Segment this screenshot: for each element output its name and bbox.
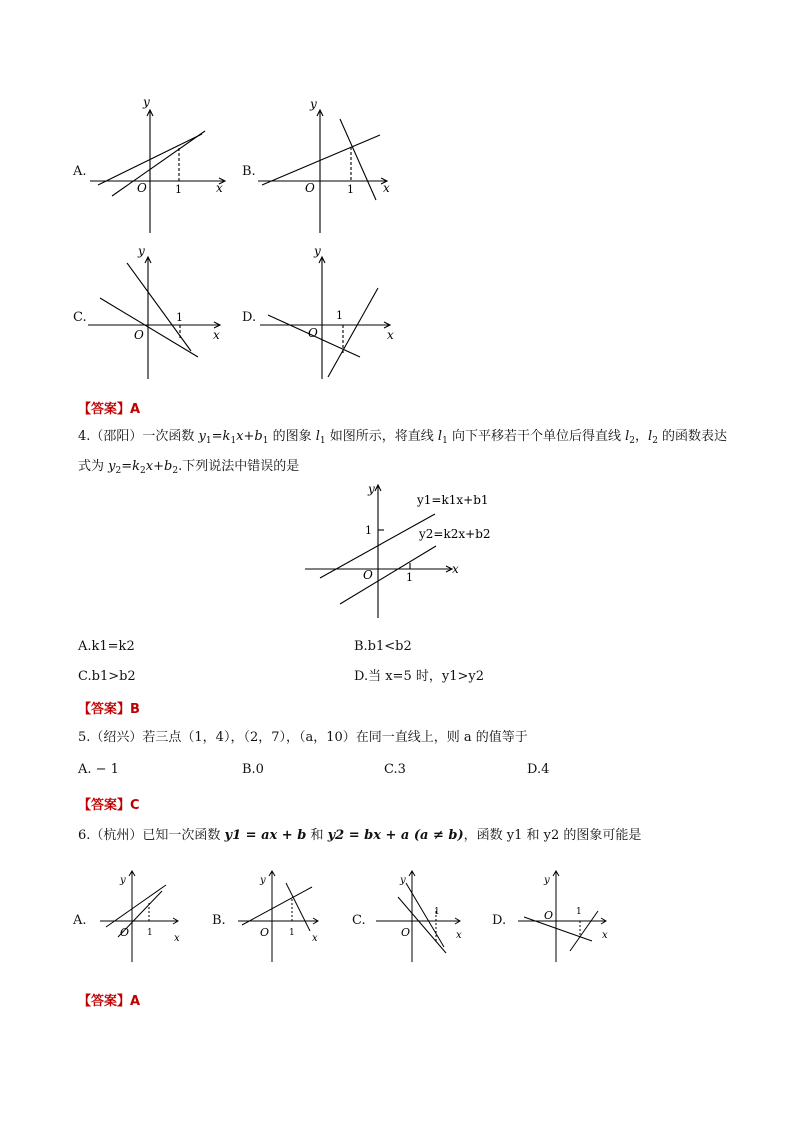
q4-stem-line2: 式为 $y_2=k_2x+b_2$.下列说法中错误的是 (78, 459, 300, 476)
q6-b-y-label: y (260, 875, 266, 886)
q4-tick-x: 1 (406, 571, 413, 584)
q3-option-d-letter: D. (242, 310, 257, 325)
q4-option-d: D.当 x=5 时，y1>y2 (354, 669, 484, 684)
q4-x-label: x (452, 562, 459, 576)
q6-c-origin: O (401, 926, 411, 939)
q6-graph-d (510, 865, 615, 965)
q6-graph-c (370, 865, 470, 965)
q6-answer: 【答案】A (78, 994, 141, 1009)
q3-d-y-label: y (314, 244, 321, 258)
q4-option-c: C.b1>b2 (78, 669, 136, 684)
q5-option-c: C.3 (384, 762, 406, 777)
q5-option-d: D.4 (527, 762, 550, 777)
q6-option-a-letter: A. (73, 913, 87, 928)
q4-stem-line1: 4.（邵阳）一次函数 $y_1=k_1x+b_1$ 的图象 $l_1$ 如图所示，将直线 $l_1$ 向下平移若干个单位后得直线 $l_2$，$l_2$ 的函数表达 (78, 429, 728, 446)
q3-answer: 【答案】A (78, 402, 141, 417)
q3-graph-c (80, 243, 235, 383)
q5-option-a: A. − 1 (78, 762, 119, 777)
q5-option-b: B.0 (242, 762, 264, 777)
q3-graph-d (250, 243, 400, 383)
q3-c-x-label: x (213, 328, 220, 342)
q3-c-tick: 1 (176, 311, 183, 324)
q6-a-x-label: x (174, 933, 180, 944)
q6-c-x-label: x (456, 930, 462, 941)
q6-stem: 6.（杭州）已知一次函数 y1 = ax + b 和 y2 = bx + a (a ≠ b)，函数 y1 和 y2 的图象可能是 (78, 828, 642, 843)
q3-a-x-label: x (216, 181, 223, 195)
q6-a-y-label: y (120, 875, 126, 886)
q3-d-tick: 1 (336, 309, 343, 322)
q3-option-b-letter: B. (242, 164, 256, 179)
q6-c-y-label: y (400, 875, 406, 886)
q3-c-origin: O (134, 328, 144, 342)
q6-a-tick: 1 (147, 928, 153, 938)
q3-a-y-label: y (143, 95, 150, 109)
q3-b-tick: 1 (347, 183, 354, 196)
q4-tick-y: 1 (365, 524, 372, 537)
q4-answer: 【答案】B (78, 702, 140, 717)
q3-d-x-label: x (387, 328, 394, 342)
q4-y-label: y (368, 482, 375, 496)
q6-d-tick: 1 (576, 907, 582, 917)
q3-option-c-letter: C. (73, 310, 87, 325)
q3-c-y-label: y (138, 244, 145, 258)
q3-graph-a (80, 95, 235, 240)
q6-option-b-letter: B. (212, 913, 226, 928)
q5-stem: 5.（绍兴）若三点（1，4），（2，7），（a，10）在同一直线上，则 a 的值等于 (78, 730, 528, 745)
q3-option-a-letter: A. (73, 164, 87, 179)
q6-option-d-letter: D. (492, 913, 507, 928)
q5-answer: 【答案】C (78, 798, 140, 813)
q6-b-x-label: x (312, 933, 318, 944)
q3-graph-b (250, 95, 400, 240)
q4-option-b: B.b1<b2 (354, 639, 412, 654)
q6-d-x-label: x (602, 930, 608, 941)
q6-graph-a (90, 865, 190, 965)
q6-d-origin: O (544, 909, 554, 922)
q6-b-tick: 1 (289, 928, 295, 938)
q3-b-y-label: y (310, 97, 317, 111)
q6-d-y-label: y (544, 875, 550, 886)
q4-origin: O (363, 568, 373, 582)
q6-option-c-letter: C. (352, 913, 366, 928)
q3-b-origin: O (305, 181, 315, 195)
q4-option-a: A.k1=k2 (78, 639, 135, 654)
q4-line2-label: y2=k2x+b2 (419, 527, 491, 541)
q4-line1-label: y1=k1x+b1 (417, 493, 489, 507)
q3-a-tick: 1 (175, 183, 182, 196)
q4-figure (300, 480, 500, 620)
q6-graph-b (230, 865, 330, 965)
q6-c-tick: 1 (434, 907, 440, 917)
q6-b-origin: O (260, 926, 270, 939)
q6-a-origin: O (120, 926, 130, 939)
q3-a-origin: O (137, 181, 147, 195)
q3-b-x-label: x (383, 181, 390, 195)
q3-d-origin: O (308, 326, 318, 340)
